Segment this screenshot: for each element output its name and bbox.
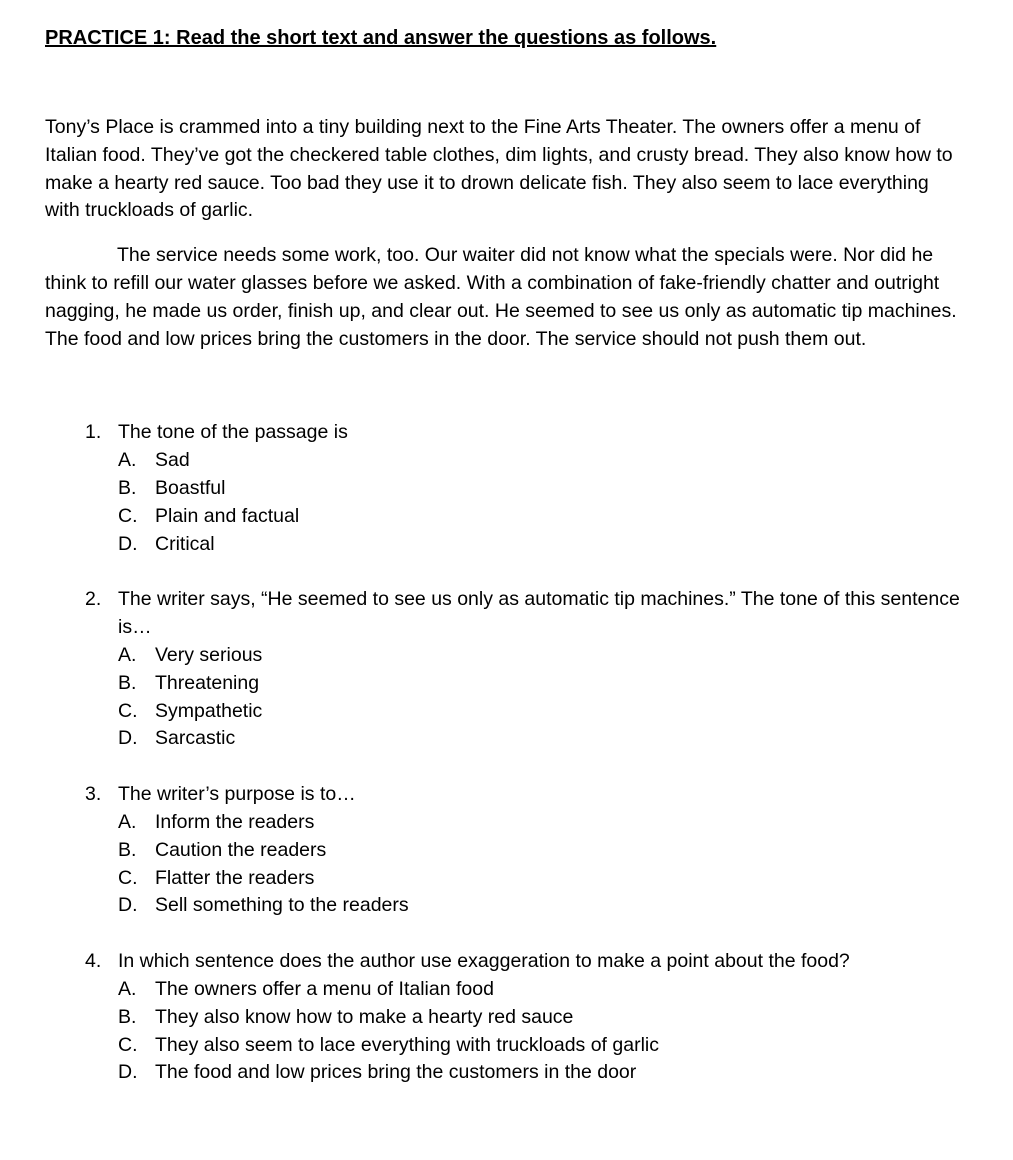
option-letter: D. [118, 894, 138, 917]
option-group [118, 809, 968, 920]
option-item [118, 1004, 968, 1032]
option-text: Plain and factual [155, 504, 300, 527]
option-text: Sympathetic [155, 699, 263, 722]
question-list [85, 419, 968, 1087]
question-text: The writer says, “He seemed to see us only as automatic tip machines.” The tone of this sentence is… [118, 588, 960, 639]
option-letter: C. [118, 866, 138, 889]
option-item [118, 1032, 968, 1060]
question-number: 2. [85, 588, 102, 611]
option-text: They also seem to lace everything with truckloads of garlic [155, 1033, 659, 1056]
option-text: Threatening [155, 671, 260, 694]
option-letter: B. [118, 671, 137, 694]
option-text: They also know how to make a hearty red sauce [155, 1005, 574, 1028]
option-item [118, 809, 968, 837]
option-group [118, 976, 968, 1087]
option-text: Caution the readers [155, 838, 327, 861]
option-letter: B. [118, 838, 137, 861]
question-head [85, 781, 968, 809]
question-item-2 [85, 586, 968, 753]
option-item [118, 698, 968, 726]
option-letter: A. [118, 643, 137, 666]
option-group [118, 447, 968, 558]
option-item [118, 865, 968, 893]
passage-paragraph-1: Tony’s Place is crammed into a tiny building next to the Fine Arts Theater. The owners offer a menu of Italian food. They’ve got the checkered table clothes, dim lights, and crusty bread. They also know how to make a hearty red sauce. Too bad they use it to drown delicate fish. They also seem to lace everything with truckloads of garlic. [45, 116, 953, 222]
option-letter: D. [118, 727, 138, 750]
option-letter: A. [118, 449, 137, 472]
option-text: The owners offer a menu of Italian food [155, 977, 494, 1000]
option-item [118, 892, 968, 920]
option-text: Sad [155, 449, 190, 472]
option-letter: A. [118, 810, 137, 833]
option-item [118, 976, 968, 1004]
option-letter: C. [118, 699, 138, 722]
option-item [118, 531, 968, 559]
question-item-3 [85, 781, 968, 920]
option-text: The food and low prices bring the customers in the door [155, 1061, 637, 1084]
option-letter: B. [118, 1005, 137, 1028]
question-head [85, 419, 968, 447]
question-number: 1. [85, 421, 102, 444]
option-letter: A. [118, 977, 137, 1000]
option-text: Sell something to the readers [155, 894, 409, 917]
option-letter: C. [118, 504, 138, 527]
option-letter: D. [118, 1061, 138, 1084]
option-text: Boastful [155, 476, 226, 499]
option-letter: D. [118, 532, 138, 555]
question-head [85, 948, 968, 976]
option-text: Critical [155, 532, 215, 555]
question-text: The tone of the passage is [118, 421, 348, 444]
page-title: PRACTICE 1: Read the short text and answer the questions as follows. [45, 27, 717, 49]
option-item [118, 670, 968, 698]
question-item-4 [85, 948, 968, 1087]
reading-passage [45, 114, 968, 353]
question-item-1 [85, 419, 968, 558]
option-item [118, 837, 968, 865]
question-text: The writer’s purpose is to… [118, 783, 356, 806]
question-number: 3. [85, 783, 102, 806]
option-item [118, 725, 968, 753]
option-item [118, 1059, 968, 1087]
option-text: Inform the readers [155, 810, 315, 833]
question-text: In which sentence does the author use exaggeration to make a point about the food? [118, 950, 850, 973]
option-letter: B. [118, 476, 137, 499]
option-text: Sarcastic [155, 727, 236, 750]
option-item [118, 475, 968, 503]
passage-paragraph-2: The service needs some work, too. Our waiter did not know what the specials were. Nor did he think to refill our water glasses before we asked. With a combination of fake-friendly chatter and outright nagging, he made us order, finish up, and clear out. He seemed to see us only as automatic tip machines. The food and low prices bring the customers in the door. The service should not push them out. [45, 244, 957, 350]
option-item [118, 447, 968, 475]
option-item [118, 642, 968, 670]
question-head [85, 586, 968, 642]
option-text: Flatter the readers [155, 866, 315, 889]
option-item [118, 503, 968, 531]
question-number: 4. [85, 950, 102, 973]
option-letter: C. [118, 1033, 138, 1056]
option-group [118, 642, 968, 753]
option-text: Very serious [155, 643, 263, 666]
